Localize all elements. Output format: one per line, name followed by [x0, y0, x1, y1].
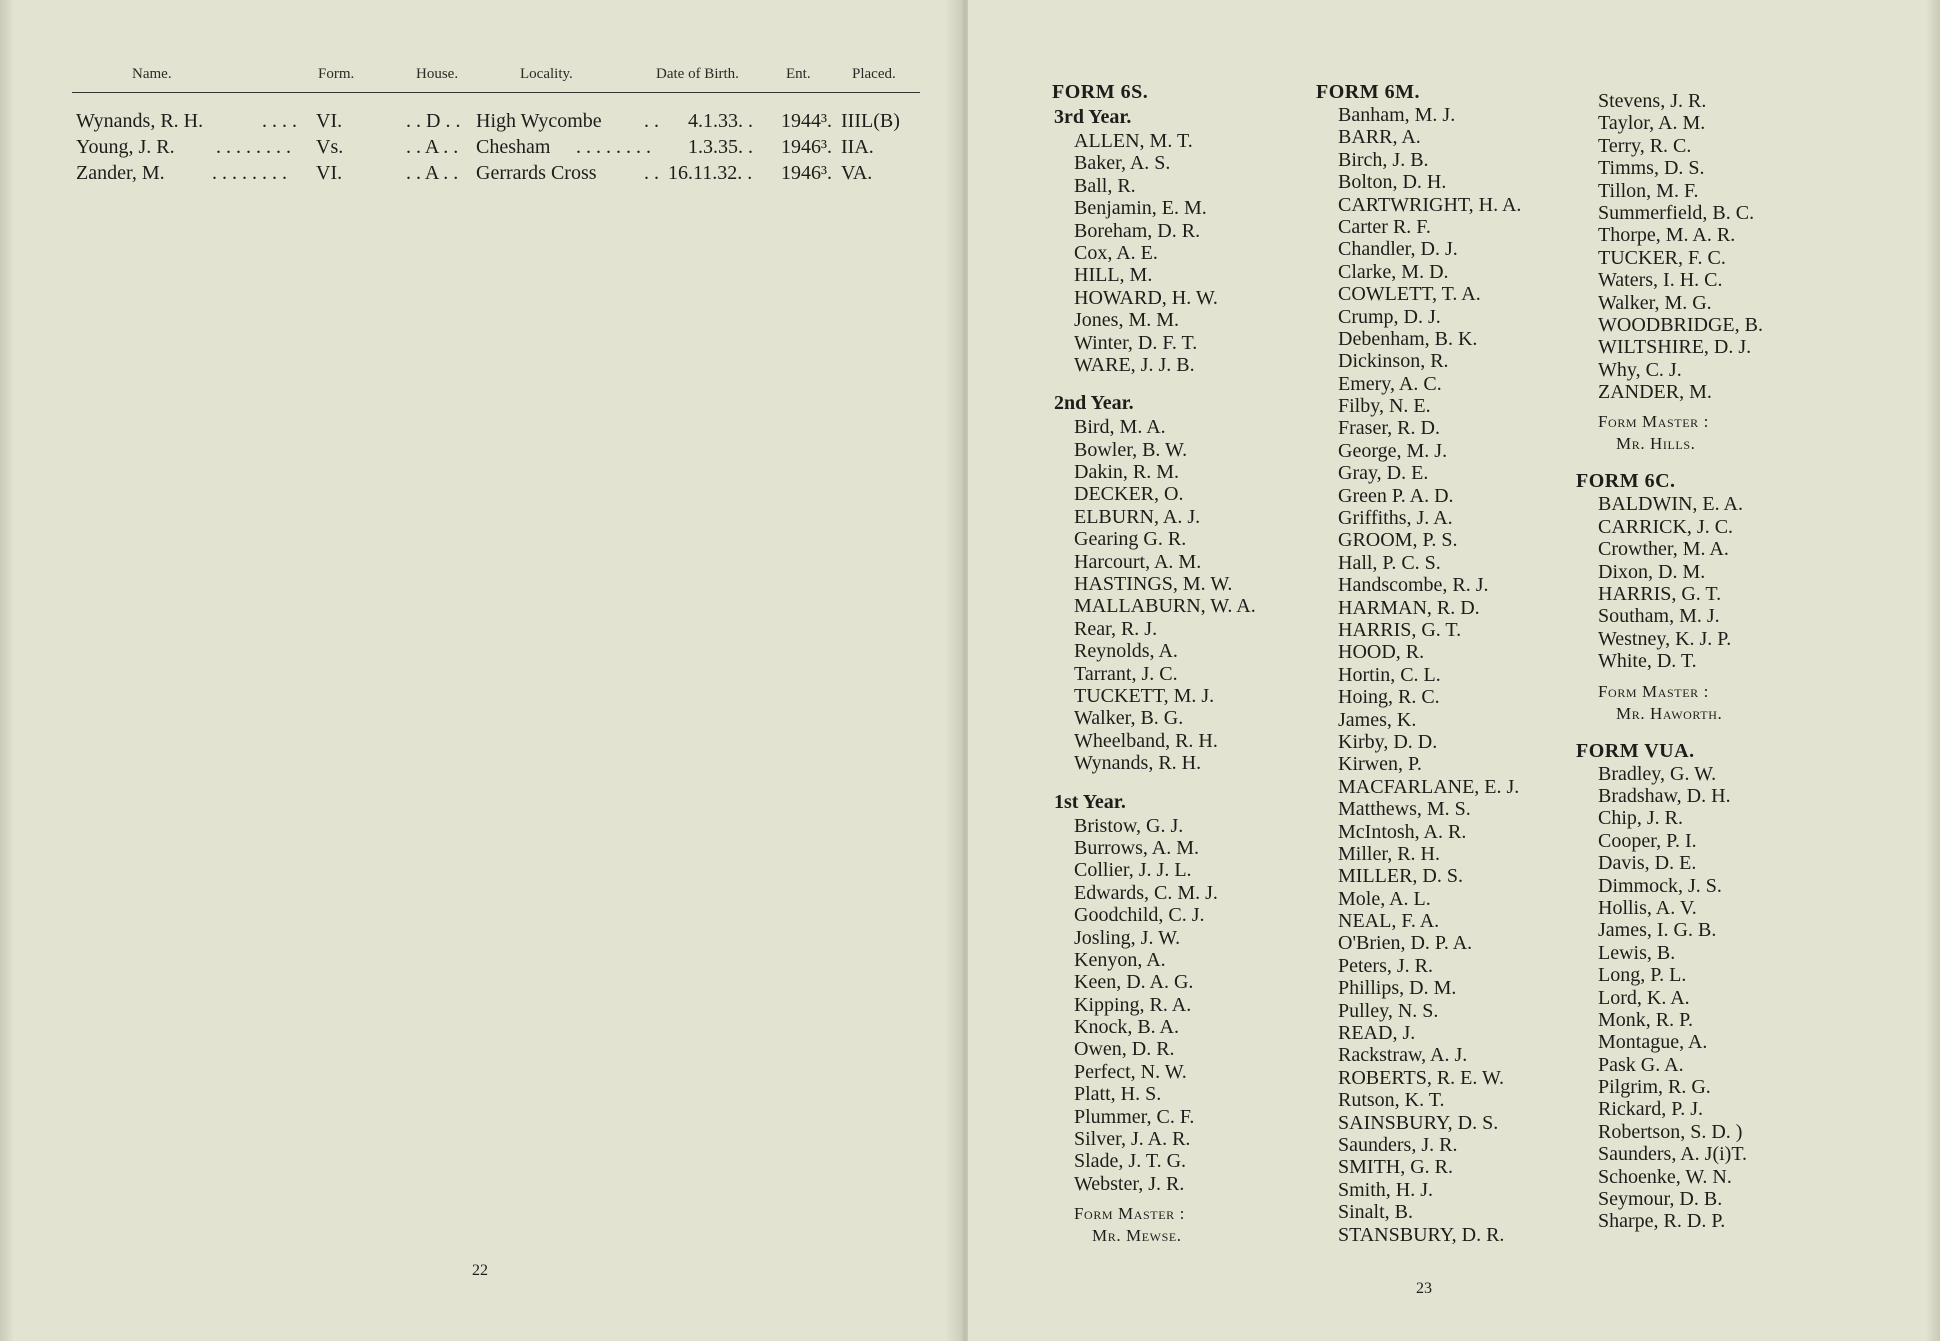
- cell-placed: IIIL(B): [841, 110, 900, 132]
- cell-form: Vs.: [316, 136, 344, 158]
- list-item: Kenyon, A.: [1074, 948, 1166, 971]
- list-item: Lord, K. A.: [1598, 986, 1690, 1009]
- list-item: Terry, R. C.: [1598, 134, 1692, 157]
- list-item: Tarrant, J. C.: [1074, 662, 1178, 685]
- list-item: Slade, J. T. G.: [1074, 1150, 1187, 1173]
- cell-locality: High Wycombe: [476, 110, 602, 132]
- form-master-name: Mr. Hills.: [1616, 434, 1696, 454]
- list-item: Rutson, K. T.: [1338, 1089, 1445, 1112]
- list-item: Cox, A. E.: [1074, 241, 1158, 264]
- list-item: Knock, B. A.: [1074, 1016, 1179, 1039]
- list-item: GROOM, P. S.: [1338, 529, 1458, 552]
- list-item: STANSBURY, D. R.: [1338, 1223, 1505, 1246]
- list-item: HARRIS, G. T.: [1338, 618, 1462, 641]
- list-item: O'Brien, D. P. A.: [1338, 932, 1473, 955]
- list-item: Wynands, R. H.: [1074, 752, 1202, 775]
- cell-dots: . . . . . . . .: [576, 136, 651, 158]
- list-item: Edwards, C. M. J.: [1074, 881, 1218, 904]
- list-item: Monk, R. P.: [1598, 1008, 1694, 1031]
- list-item: Debenham, B. K.: [1338, 327, 1478, 350]
- list-item: Tillon, M. F.: [1598, 179, 1699, 202]
- list-item: Boreham, D. R.: [1074, 219, 1201, 242]
- list-item: SMITH, G. R.: [1338, 1156, 1454, 1179]
- list-item: Rackstraw, A. J.: [1338, 1044, 1468, 1067]
- list-item: ROBERTS, R. E. W.: [1338, 1066, 1505, 1089]
- list-item: Owen, D. R.: [1074, 1038, 1175, 1061]
- list-item: Gearing G. R.: [1074, 528, 1187, 551]
- list-item: HARMAN, R. D.: [1338, 596, 1480, 619]
- form-master-label: Form Master :: [1598, 412, 1709, 432]
- name-list: [1316, 104, 1521, 1246]
- header-ent: Ent.: [786, 66, 811, 82]
- list-item: Seymour, D. B.: [1598, 1188, 1723, 1211]
- cell-dots: . .: [644, 110, 659, 132]
- list-item: Winter, D. F. T.: [1074, 331, 1198, 354]
- list-item: Bolton, D. H.: [1338, 171, 1447, 194]
- list-item: Hollis, A. V.: [1598, 896, 1697, 919]
- list-item: Bowler, B. W.: [1074, 438, 1188, 461]
- list-item: Ball, R.: [1074, 174, 1136, 197]
- list-item: Waters, I. H. C.: [1598, 269, 1723, 292]
- list-item: TUCKER, F. C.: [1598, 246, 1726, 269]
- list-item: Benjamin, E. M.: [1074, 197, 1207, 220]
- header-placed: Placed.: [852, 66, 896, 82]
- list-item: Dixon, D. M.: [1598, 560, 1706, 583]
- list-item: Walker, M. G.: [1598, 291, 1712, 314]
- header-house: House.: [416, 66, 459, 82]
- cell-ent: 1944³.: [781, 110, 832, 132]
- header-rule: [72, 92, 920, 93]
- list-item: Perfect, N. W.: [1074, 1060, 1187, 1083]
- list-item: TUCKETT, M. J.: [1074, 684, 1215, 707]
- page-edge: [0, 0, 14, 1341]
- year-heading: 2nd Year.: [1054, 392, 1134, 415]
- cell-house: . . D . .: [406, 110, 461, 132]
- cell-house: . . A . .: [406, 162, 459, 184]
- list-item: White, D. T.: [1598, 650, 1697, 673]
- list-item: Schoenke, W. N.: [1598, 1165, 1732, 1188]
- list-item: HOOD, R.: [1338, 641, 1425, 664]
- name-list: [1576, 763, 1763, 1233]
- list-item: Webster, J. R.: [1074, 1172, 1185, 1195]
- list-item: MILLER, D. S.: [1338, 865, 1463, 888]
- list-item: Rickard, P. J.: [1598, 1098, 1703, 1121]
- third-column: [1576, 90, 1763, 1233]
- list-item: James, K.: [1338, 708, 1417, 731]
- list-item: WILTSHIRE, D. J.: [1598, 336, 1752, 359]
- cell-name: Zander, M.: [76, 162, 165, 184]
- cell-locality: Chesham: [476, 136, 551, 158]
- list-item: Collier, J. J. L.: [1074, 859, 1192, 882]
- list-item: Montague, A.: [1598, 1031, 1708, 1054]
- cell-locality: Gerrards Cross: [476, 162, 597, 184]
- name-list: [1052, 130, 1256, 376]
- list-item: Saunders, J. R.: [1338, 1133, 1458, 1156]
- form-6s-column: [1052, 80, 1256, 1247]
- list-item: WOODBRIDGE, B.: [1598, 313, 1763, 336]
- list-item: Kirwen, P.: [1338, 753, 1422, 776]
- list-item: Josling, J. W.: [1074, 926, 1181, 949]
- list-item: Hoing, R. C.: [1338, 686, 1440, 709]
- form-master-name: Mr. Haworth.: [1616, 703, 1723, 723]
- list-item: Handscombe, R. J.: [1338, 574, 1489, 597]
- list-item: Robertson, S. D. ): [1598, 1120, 1743, 1143]
- list-item: ALLEN, M. T.: [1074, 130, 1193, 152]
- cell-dots: . . . .: [262, 110, 297, 132]
- list-item: Burrows, A. M.: [1074, 836, 1200, 859]
- list-item: Summerfield, B. C.: [1598, 201, 1755, 224]
- list-item: Harcourt, A. M.: [1074, 550, 1202, 573]
- form-master-label: Form Master :: [1074, 1204, 1185, 1224]
- list-item: BALDWIN, E. A.: [1598, 493, 1743, 516]
- list-item: Smith, H. J.: [1338, 1178, 1434, 1201]
- page-number: 22: [472, 1262, 488, 1279]
- list-item: Chandler, D. J.: [1338, 238, 1458, 261]
- cell-dots: . .: [644, 162, 659, 184]
- list-item: COWLETT, T. A.: [1338, 283, 1481, 306]
- list-item: Peters, J. R.: [1338, 954, 1433, 977]
- list-item: Mole, A. L.: [1338, 887, 1431, 910]
- list-item: Pulley, N. S.: [1338, 999, 1439, 1022]
- cell-form: VI.: [316, 162, 343, 184]
- list-item: Dakin, R. M.: [1074, 461, 1179, 484]
- name-list: [1576, 90, 1763, 403]
- list-item: Timms, D. S.: [1598, 157, 1705, 180]
- list-item: Why, C. J.: [1598, 358, 1682, 381]
- page-edge: [1926, 0, 1940, 1341]
- year-heading: 3rd Year.: [1054, 106, 1132, 128]
- list-item: Jones, M. M.: [1074, 309, 1180, 332]
- list-item: Saunders, A. J(i)T.: [1598, 1143, 1748, 1166]
- list-item: Walker, B. G.: [1074, 707, 1184, 730]
- cell-placed: IIA.: [841, 136, 874, 158]
- cell-dots: . . . . . . . .: [212, 162, 287, 184]
- list-item: Kirby, D. D.: [1338, 730, 1438, 753]
- list-item: HILL, M.: [1074, 264, 1153, 287]
- cell-placed: VA.: [841, 162, 873, 184]
- list-item: Silver, J. A. R.: [1074, 1128, 1191, 1151]
- list-item: Davis, D. E.: [1598, 852, 1697, 875]
- list-item: Platt, H. S.: [1074, 1083, 1162, 1106]
- list-item: Thorpe, M. A. R.: [1598, 224, 1736, 247]
- name-list: [1576, 493, 1763, 672]
- list-item: Green P. A. D.: [1338, 484, 1454, 507]
- list-item: Carter R. F.: [1338, 215, 1431, 238]
- list-item: Dimmock, J. S.: [1598, 874, 1722, 897]
- cell-form: VI.: [316, 110, 343, 132]
- list-item: Hortin, C. L.: [1338, 663, 1441, 686]
- list-item: Hall, P. C. S.: [1338, 551, 1441, 574]
- name-list: [1052, 815, 1256, 1196]
- list-item: HOWARD, H. W.: [1074, 286, 1218, 309]
- list-item: BARR, A.: [1338, 126, 1421, 149]
- list-item: Birch, J. B.: [1338, 148, 1429, 171]
- cell-dob: 16.11.32. .: [668, 162, 753, 184]
- form-heading: FORM 6M.: [1316, 81, 1420, 103]
- form-heading: FORM VUA.: [1576, 739, 1695, 762]
- header-locality: Locality.: [520, 66, 573, 82]
- list-item: Gray, D. E.: [1338, 462, 1429, 485]
- form-master-label: Form Master :: [1598, 681, 1709, 701]
- left-page: [0, 0, 960, 1341]
- form-master-name: Mr. Mewse.: [1092, 1226, 1182, 1246]
- list-item: Bird, M. A.: [1074, 416, 1166, 439]
- list-item: NEAL, F. A.: [1338, 910, 1440, 933]
- list-item: Bradshaw, D. H.: [1598, 784, 1731, 807]
- list-item: Pilgrim, R. G.: [1598, 1076, 1711, 1099]
- list-item: McIntosh, A. R.: [1338, 820, 1467, 843]
- header-form: Form.: [318, 66, 355, 82]
- list-item: WARE, J. J. B.: [1074, 353, 1195, 376]
- list-item: Bradley, G. W.: [1598, 762, 1717, 785]
- list-item: ZANDER, M.: [1598, 381, 1712, 404]
- list-item: Pask G. A.: [1598, 1053, 1684, 1076]
- list-item: Stevens, J. R.: [1598, 90, 1707, 112]
- list-item: Cooper, P. I.: [1598, 829, 1697, 852]
- list-item: Emery, A. C.: [1338, 372, 1442, 395]
- list-item: Westney, K. J. P.: [1598, 627, 1732, 650]
- page-number: 23: [1416, 1280, 1432, 1297]
- list-item: James, I. G. B.: [1598, 919, 1717, 942]
- list-item: Sinalt, B.: [1338, 1201, 1414, 1224]
- list-item: Reynolds, A.: [1074, 640, 1178, 663]
- list-item: MACFARLANE, E. J.: [1338, 775, 1520, 798]
- cell-name: Young, J. R.: [76, 136, 175, 158]
- cell-dots: . . . . . . . .: [216, 136, 291, 158]
- cell-ent: 1946³.: [781, 136, 832, 158]
- cell-ent: 1946³.: [781, 162, 832, 184]
- form-6m-column: [1316, 80, 1521, 1246]
- list-item: MALLABURN, W. A.: [1074, 595, 1256, 618]
- list-item: Fraser, R. D.: [1338, 417, 1440, 440]
- list-item: CARTWRIGHT, H. A.: [1338, 193, 1522, 216]
- list-item: Goodchild, C. J.: [1074, 904, 1205, 927]
- list-item: READ, J.: [1338, 1022, 1416, 1045]
- header-name: Name.: [132, 66, 172, 82]
- list-item: Sharpe, R. D. P.: [1598, 1210, 1726, 1233]
- list-item: Taylor, A. M.: [1598, 112, 1706, 135]
- list-item: Matthews, M. S.: [1338, 798, 1471, 821]
- form-heading: FORM 6C.: [1576, 470, 1676, 493]
- list-item: Griffiths, J. A.: [1338, 507, 1453, 530]
- header-date-of-birth: Date of Birth.: [656, 66, 739, 82]
- list-item: DECKER, O.: [1074, 483, 1184, 506]
- list-item: Wheelband, R. H.: [1074, 729, 1218, 752]
- year-heading: 1st Year.: [1054, 790, 1126, 813]
- list-item: George, M. J.: [1338, 439, 1448, 462]
- list-item: Filby, N. E.: [1338, 395, 1431, 418]
- list-item: Bristow, G. J.: [1074, 814, 1184, 837]
- list-item: CARRICK, J. C.: [1598, 515, 1734, 538]
- form-heading: FORM 6S.: [1052, 81, 1149, 103]
- list-item: SAINSBURY, D. S.: [1338, 1111, 1499, 1134]
- list-item: HASTINGS, M. W.: [1074, 573, 1233, 596]
- list-item: Banham, M. J.: [1338, 104, 1456, 126]
- list-item: Clarke, M. D.: [1338, 260, 1449, 283]
- list-item: HARRIS, G. T.: [1598, 583, 1722, 606]
- cell-house: . . A . .: [406, 136, 459, 158]
- list-item: Dickinson, R.: [1338, 350, 1449, 373]
- list-item: Long, P. L.: [1598, 964, 1687, 987]
- list-item: ELBURN, A. J.: [1074, 505, 1201, 528]
- list-item: Crump, D. J.: [1338, 305, 1441, 328]
- list-item: Kipping, R. A.: [1074, 993, 1192, 1016]
- list-item: Lewis, B.: [1598, 941, 1676, 964]
- list-item: Chip, J. R.: [1598, 807, 1684, 830]
- list-item: Phillips, D. M.: [1338, 977, 1457, 1000]
- list-item: Miller, R. H.: [1338, 842, 1440, 865]
- name-list: [1052, 416, 1256, 774]
- list-item: Keen, D. A. G.: [1074, 971, 1194, 994]
- list-item: Crowther, M. A.: [1598, 538, 1729, 561]
- list-item: Baker, A. S.: [1074, 152, 1171, 175]
- right-page: [968, 0, 1940, 1341]
- list-item: Plummer, C. F.: [1074, 1105, 1195, 1128]
- list-item: Rear, R. J.: [1074, 617, 1158, 640]
- list-item: Southam, M. J.: [1598, 605, 1720, 628]
- cell-dob: 1.3.35. .: [688, 136, 753, 158]
- cell-name: Wynands, R. H.: [76, 110, 204, 132]
- cell-dob: 4.1.33. .: [688, 110, 753, 132]
